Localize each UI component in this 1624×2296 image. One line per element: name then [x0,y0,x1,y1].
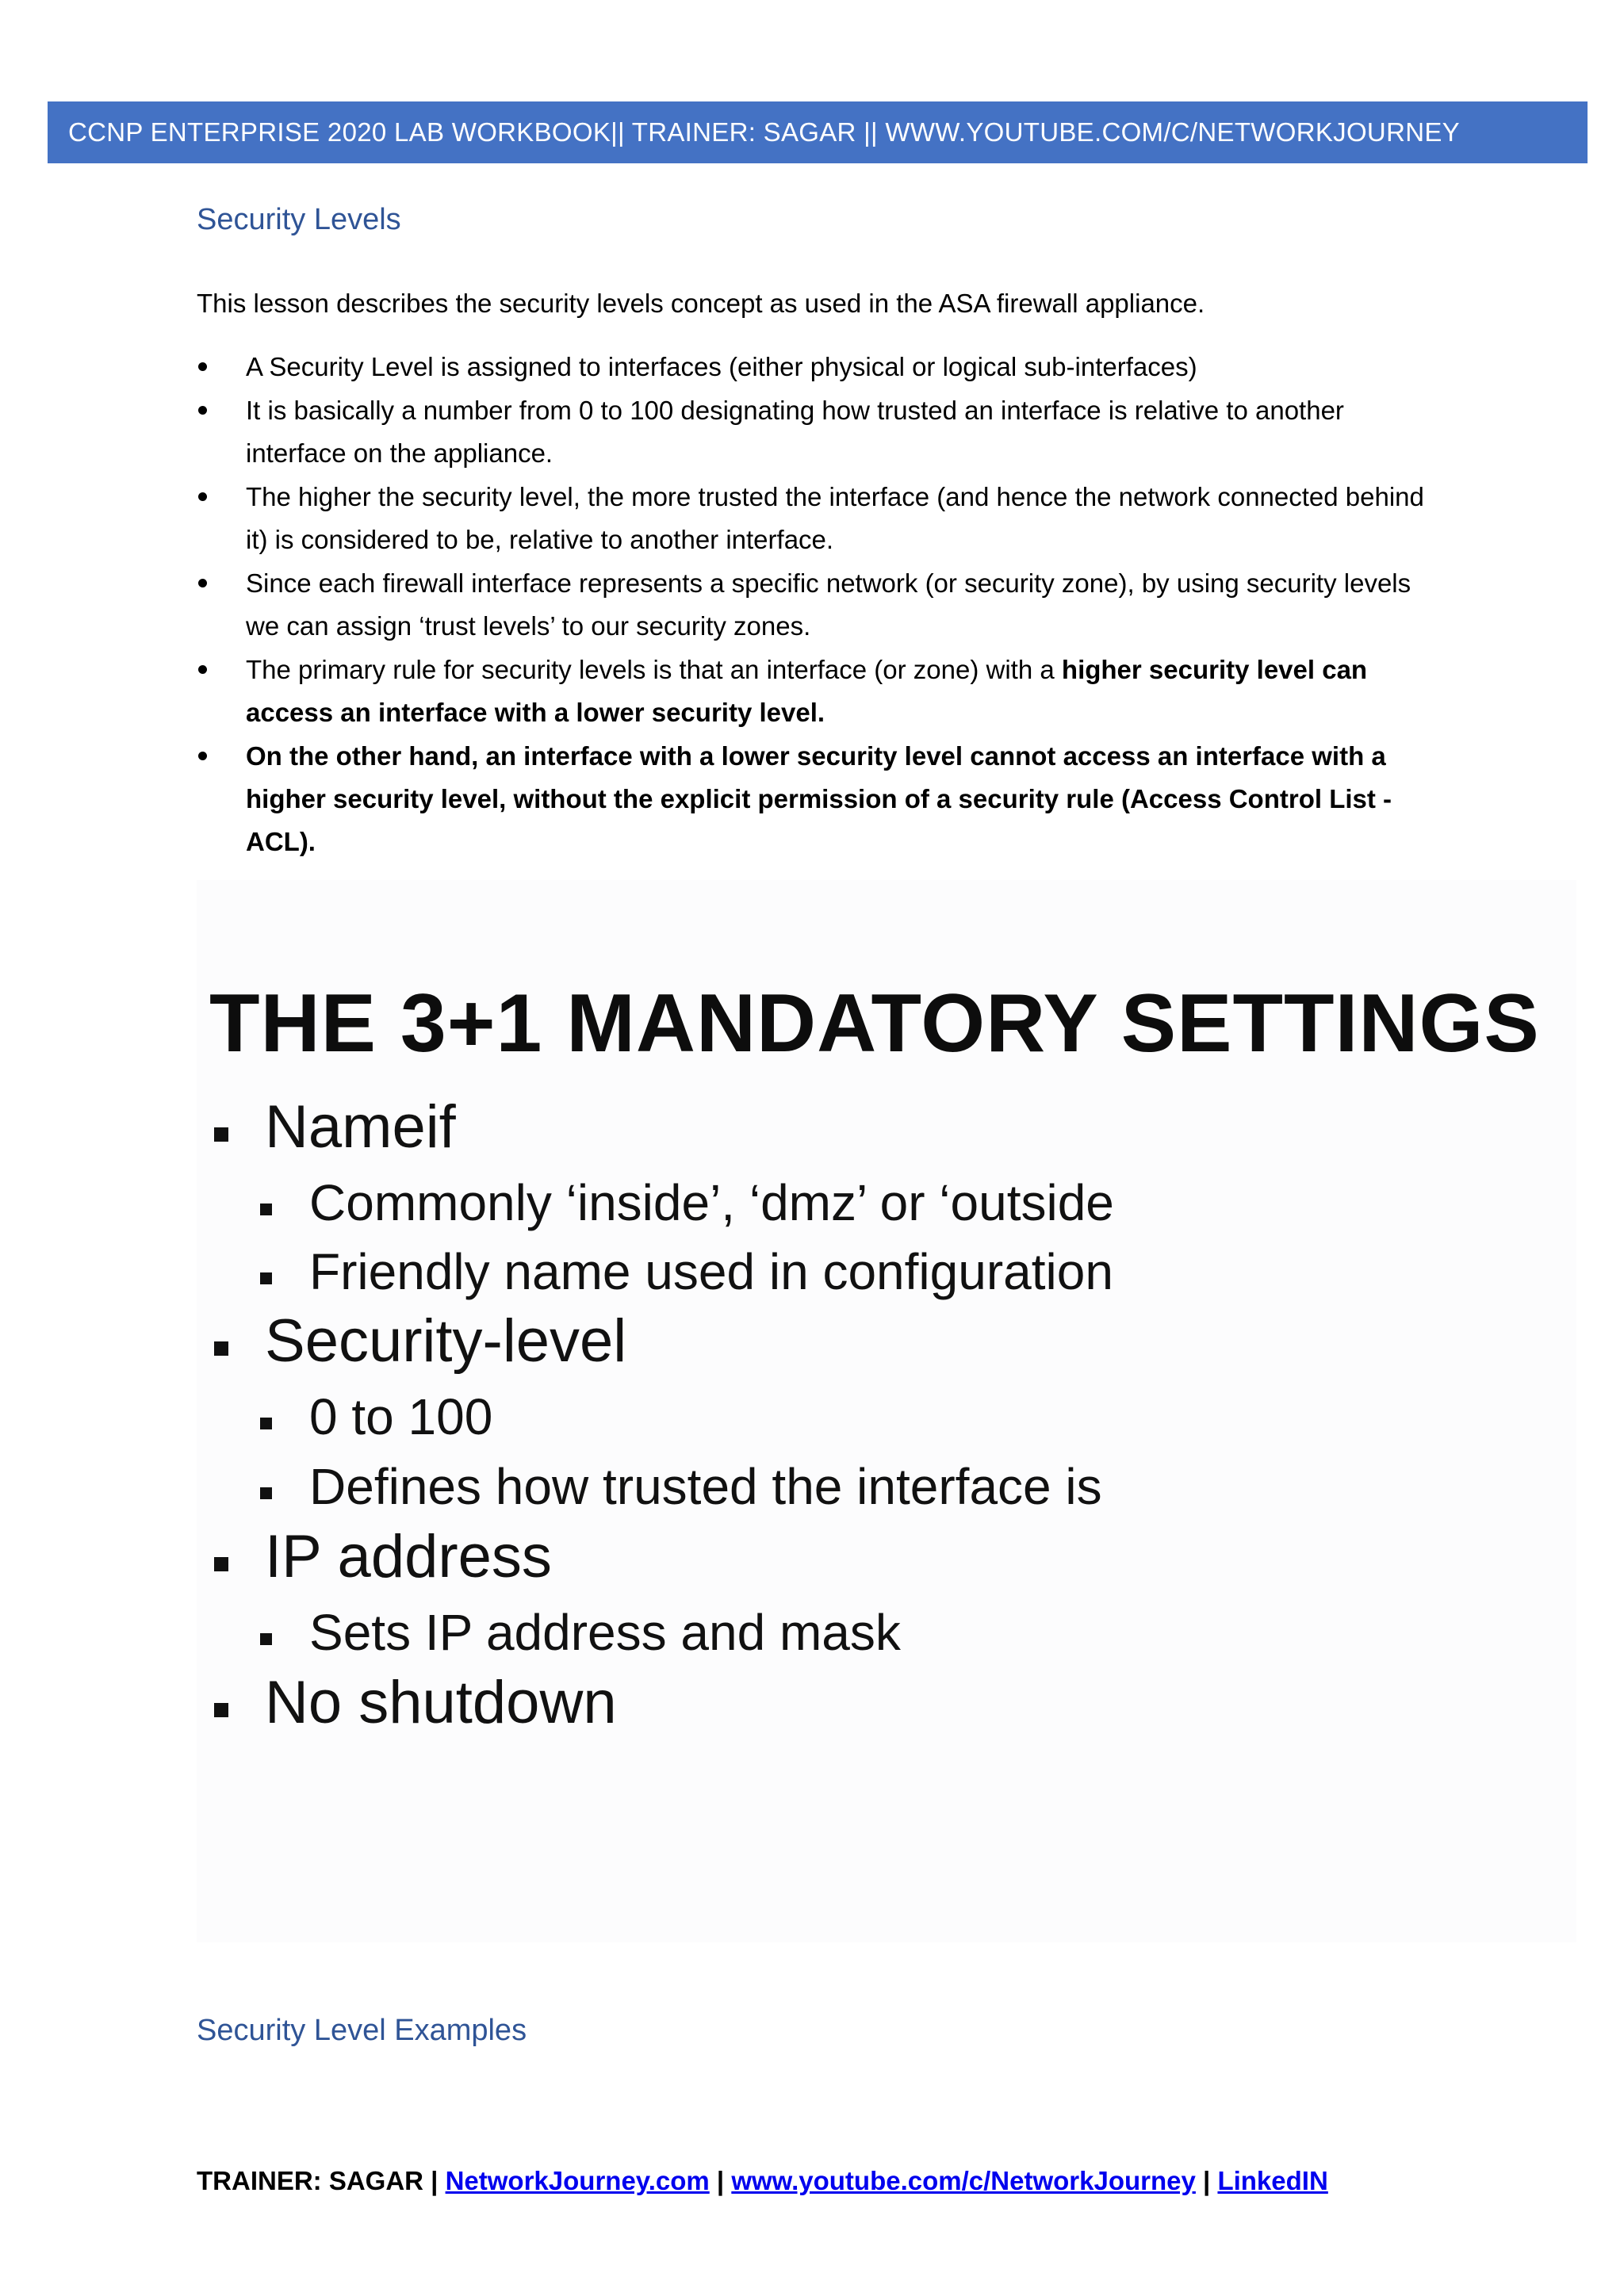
footer-link-linkedin[interactable]: LinkedIN [1217,2166,1328,2195]
bullet-icon [198,492,207,501]
square-bullet-icon [260,1418,272,1429]
square-bullet-icon [260,1203,272,1215]
section-heading-security-level-examples: Security Level Examples [197,2014,527,2047]
bullet-bold-text: higher security level can access an interface with a lower security level. [246,655,1368,727]
bullet-text: The primary rule for security levels is that an interface (or zone) with a [246,655,1062,684]
slide-item-text: Sets IP address and mask [309,1604,901,1661]
slide-item-text: No shutdown [265,1669,617,1736]
list-item [197,735,1434,863]
page-header-banner [48,101,1588,163]
list-item [197,562,1434,648]
slide-item-nameif [214,1093,456,1161]
list-item [197,476,1434,561]
bullet-bold-text: On the other hand, an interface with a lower security level cannot access an interface with a higher security level, without the explicit permission of a security rule (Access Control List - ACL). [246,741,1392,856]
page-footer [197,2166,1328,2196]
slide-item-security-level [214,1307,626,1376]
bullet-icon [198,579,207,587]
slide-subitem [260,1457,1102,1516]
slide-item-text: 0 to 100 [309,1388,493,1445]
slide-item-text: IP address [265,1523,552,1590]
square-bullet-icon [260,1272,272,1284]
bullet-text: A Security Level is assigned to interfaces (either physical or logical sub-interfaces) [246,352,1197,381]
bullet-text: Since each firewall interface represents a specific network (or security zone), by using security levels we can assign ‘trust levels’ to our security zones. [246,568,1411,641]
footer-separator: | [716,2166,725,2195]
square-bullet-icon [214,1341,228,1356]
slide-subitem [260,1173,1114,1232]
security-level-bullet-list [197,346,1434,864]
list-item [197,389,1434,475]
square-bullet-icon [260,1487,272,1499]
slide-item-text: Friendly name used in configuration [309,1243,1113,1300]
list-item [197,649,1434,734]
slide-item-text: Commonly ‘inside’, ‘dmz’ or ‘outside [309,1174,1114,1231]
header-text: CCNP ENTERPRISE 2020 LAB WORKBOOK|| TRAINER: SAGAR || WWW.YOUTUBE.COM/C/NETWORKJOURNEY [68,117,1460,147]
slide-item-no-shutdown [214,1668,617,1737]
bullet-icon [198,406,207,415]
slide-item-text: Security-level [265,1307,627,1375]
footer-trainer-label: TRAINER: SAGAR [197,2166,423,2195]
square-bullet-icon [260,1633,272,1645]
square-bullet-icon [214,1557,228,1571]
slide-item-text: Defines how trusted the interface is [309,1458,1102,1515]
intro-paragraph: This lesson describes the security levels concept as used in the ASA firewall appliance. [197,289,1205,318]
footer-separator: | [1203,2166,1211,2195]
bullet-text: It is basically a number from 0 to 100 designating how trusted an interface is relative to another interface on the appliance. [246,396,1344,468]
slide-item-text: Nameif [265,1093,456,1161]
list-item [197,346,1434,388]
square-bullet-icon [214,1127,228,1142]
slide-item-ip-address [214,1522,552,1591]
section-heading-security-levels: Security Levels [197,203,401,236]
bullet-icon [198,752,207,760]
slide-subitem [260,1387,492,1446]
footer-link-networkjourney[interactable]: NetworkJourney.com [445,2166,710,2195]
bullet-icon [198,665,207,674]
slide-title: THE 3+1 MANDATORY SETTINGS [209,978,1540,1070]
slide-subitem [260,1603,901,1662]
slide-subitem [260,1242,1113,1301]
mandatory-settings-slide-image [197,880,1576,1942]
bullet-icon [198,362,207,371]
footer-link-youtube[interactable]: www.youtube.com/c/NetworkJourney [731,2166,1196,2195]
footer-separator: | [431,2166,439,2195]
bullet-text: The higher the security level, the more trusted the interface (and hence the network connected behind it) is considered to be, relative to another interface. [246,482,1424,554]
square-bullet-icon [214,1703,228,1717]
